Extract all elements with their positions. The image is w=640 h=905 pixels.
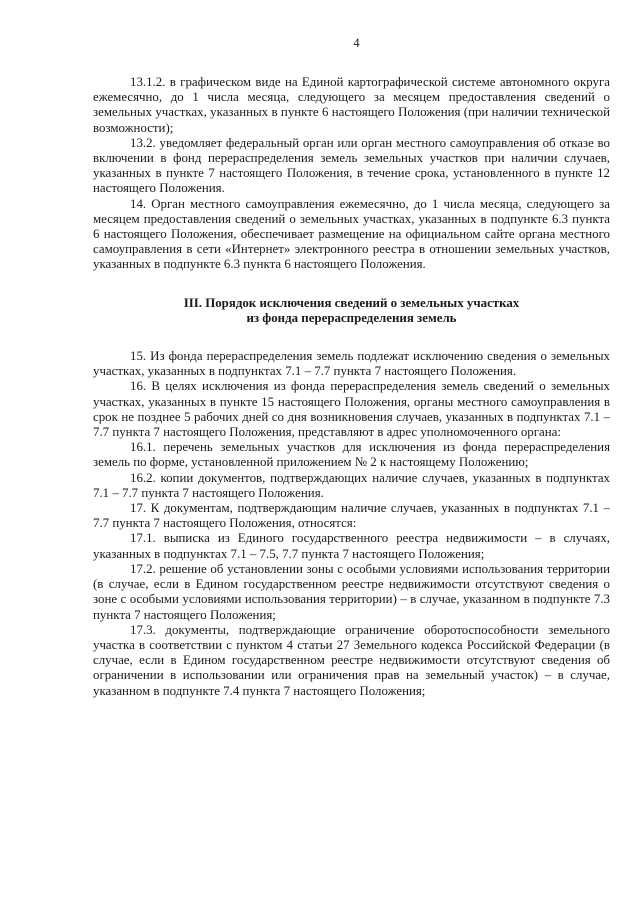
paragraph-16-1: 16.1. перечень земельных участков для исключения из фонда перераспределения земель по форме, установленной приложением № 2 к настоящему Положению; — [93, 440, 610, 470]
paragraph-17: 17. К документам, подтверждающим наличие случаев, указанных в подпунктах 7.1 – 7.7 пункта 7 настоящего Положения, относятся: — [93, 501, 610, 531]
paragraph-16: 16. В целях исключения из фонда перераспределения земель сведений о земельных участках, указанных в пункте 15 настоящего Положения, органы местного самоуправления в срок не позднее 5 рабочих дней со дня возникновения случаев, указанных в подпунктах 7.1 – 7.7 пункта 7 настоящего Положения, представляют в адрес уполномоченного органа: — [93, 379, 610, 440]
paragraph-16-2: 16.2. копии документов, подтверждающих наличие случаев, указанных в подпунктах 7.1 – 7.7 пункта 7 настоящего Положения. — [93, 470, 610, 500]
section-heading-line2: из фонда перераспределения земель — [246, 310, 457, 325]
paragraph-13-2: 13.2. уведомляет федеральный орган или орган местного самоуправления об отказе во включении в фонд перераспределения земель земельных участков при наличии случаев, указанных в пункте 7 настоящего Положения, в течение срока, установленного в пункте 12 настоящего Положения. — [93, 135, 610, 196]
paragraph-17-1: 17.1. выписка из Единого государственного реестра недвижимости – в случаях, указанных в подпунктах 7.1 – 7.5, 7.7 пункта 7 настоящего Положения; — [93, 531, 610, 561]
section-heading — [93, 296, 610, 326]
paragraph-17-3: 17.3. документы, подтверждающие ограничение оборотоспособности земельного участка в соответствии с пунктом 4 статьи 27 Земельного кодекса Российской Федерации (в случае, если в Едином государственном реестре недвижимости отсутствуют сведения об ограничении в использовании или ограничения прав на земельный участок) – в случае, указанном в подпункте 7.4 пункта 7 настоящего Положения; — [93, 622, 610, 698]
paragraph-15: 15. Из фонда перераспределения земель подлежат исключению сведения о земельных участках, указанных в подпунктах 7.1 – 7.7 пункта 7 настоящего Положения. — [93, 349, 610, 379]
paragraph-14: 14. Орган местного самоуправления ежемесячно, до 1 числа месяца, следующего за месяцем предоставления сведений о земельных участках, указанных в подпункте 6.3 пункта 6 настоящего Положения, обеспечивает размещение на официальном сайте органа местного самоуправления в сети «Интернет» электронного реестра в отношении земельных участков, указанных в подпункте 6.3 пункта 6 настоящего Положения. — [93, 196, 610, 272]
paragraph-17-2: 17.2. решение об установлении зоны с особыми условиями использования территории (в случае, если в Едином государственном реестре недвижимости отсутствуют сведения о зоне с особыми условиями использования территории) – в случае, указанном в подпункте 7.3 пункта 7 настоящего Положения; — [93, 561, 610, 622]
section-heading-line1: III. Порядок исключения сведений о земельных участках — [183, 295, 520, 310]
paragraph-13-1-2: 13.1.2. в графическом виде на Единой картографической системе автономного округа ежемесячно, до 1 числа месяца, следующего за месяцем предоставления сведений о земельных участках, указанных в пункте 6 настоящего Положения (при наличии технической возможности); — [93, 75, 610, 135]
page-number: 4 — [353, 36, 360, 50]
